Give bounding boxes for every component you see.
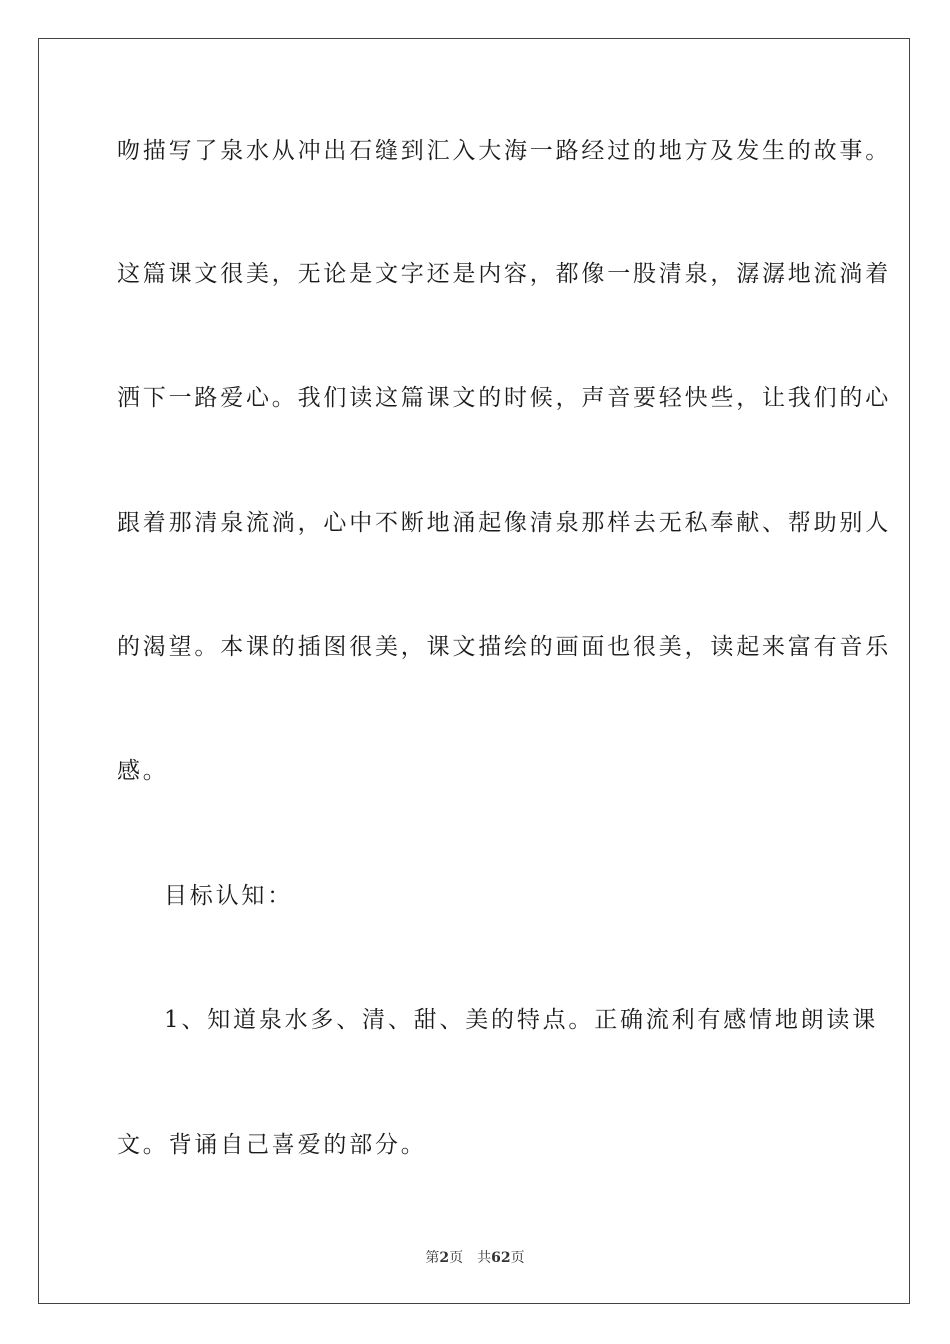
- page-border: [38, 38, 910, 1304]
- paragraph-line: 感。: [117, 758, 169, 784]
- total-pages: 62: [491, 1250, 511, 1266]
- page-footer: [0, 1247, 950, 1267]
- paragraph-line: 跟着那清泉流淌，心中不断地涌起像清泉那样去无私奉献、帮助别人: [117, 510, 891, 536]
- paragraph-line: 的渴望。本课的插图很美，课文描绘的画面也很美，读起来富有音乐: [117, 634, 891, 660]
- page-suffix: 页: [449, 1250, 464, 1266]
- paragraph-line: 洒下一路爱心。我们读这篇课文的时候，声音要轻快些，让我们的心: [117, 385, 891, 411]
- total-suffix: 页: [510, 1250, 525, 1266]
- page-number: 2: [439, 1250, 450, 1266]
- paragraph-line: 这篇课文很美，无论是文字还是内容，都像一股清泉，潺潺地流淌着: [117, 261, 891, 287]
- section-heading: 目标认知：: [164, 883, 293, 909]
- paragraph-line: 文。背诵自己喜爱的部分。: [117, 1132, 427, 1158]
- page-prefix: 第: [425, 1250, 440, 1266]
- list-item: 1、知道泉水多、清、甜、美的特点。正确流利有感情地朗读课: [164, 1007, 879, 1033]
- total-prefix: 共: [477, 1250, 492, 1266]
- paragraph-line: 吻描写了泉水从冲出石缝到汇入大海一路经过的地方及发生的故事。: [117, 138, 891, 164]
